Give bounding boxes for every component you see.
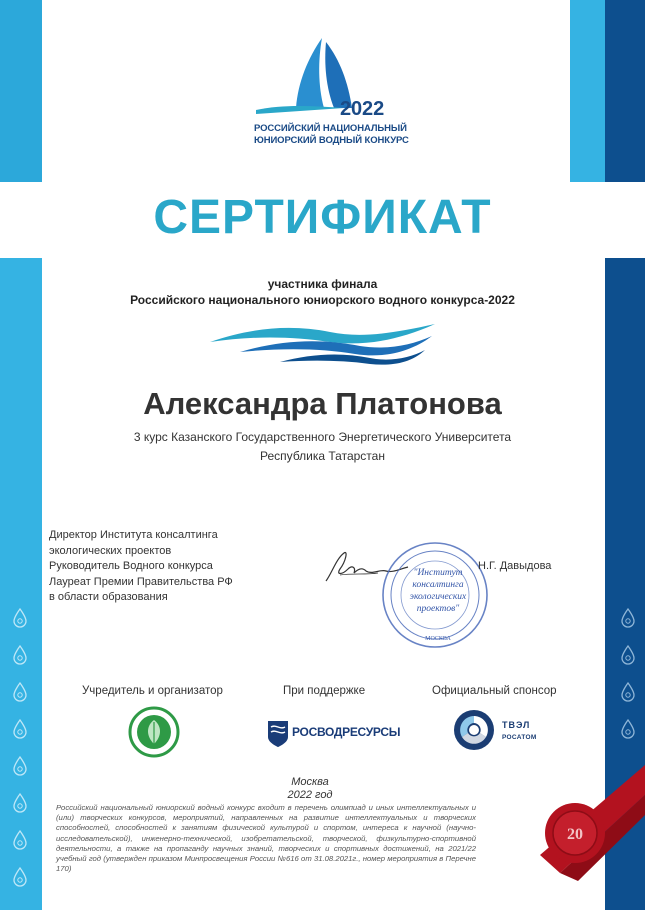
- stamp-city: МОСКВА: [425, 636, 451, 642]
- signatory-name: Н.Г. Давыдова: [478, 560, 552, 572]
- fine-print: Российский национальный юниорский водный конкурс входит в перечень олимпиад и иных интеллектуальных и (или) творческих конкурсов, мероприятий, направленных на развитие интеллектуальных и творческих способностей, способностей к занятиям физической культурой и спортом, интереса к научной (научно-исследовательской), инженерно-технической, изобретательской, творческой, физкультурно-спортивной деятельности, а также на пропаганду научных знаний, творческих и спортивных достижений, на 2021/22 учебный год (утвержден приказом Минпросвещения России №616 от 31.08.2021г., номер мероприятия в Перечне 170): [56, 803, 476, 874]
- support-label: При поддержке: [283, 685, 366, 697]
- stamp-line: экологических: [409, 592, 467, 602]
- stamp-line: консалтинга: [412, 580, 464, 590]
- subtitle-line-1: участника финала: [267, 277, 378, 291]
- water-drop-icon: [620, 719, 636, 739]
- rosvodresursy-name: РОСВОДРЕСУРСЫ: [292, 725, 401, 739]
- water-drop-icon: [12, 645, 28, 665]
- water-drop-icon: [12, 830, 28, 850]
- certificate-title: СЕРТИФИКАТ: [153, 191, 492, 244]
- stamp-line: "Институт: [413, 568, 463, 578]
- founder-label: Учредитель и организатор: [82, 685, 223, 697]
- logo-line-1: РОССИЙСКИЙ НАЦИОНАЛЬНЫЙ: [254, 123, 407, 134]
- rosatom-logo: [452, 708, 496, 752]
- water-drop-icon: [12, 756, 28, 776]
- water-drop-icon: [12, 867, 28, 887]
- logo-line-2: ЮНИОРСКИЙ ВОДНЫЙ КОНКУРС: [254, 135, 409, 146]
- signatory-line: экологических проектов: [49, 544, 172, 557]
- water-drop-icon: [12, 608, 28, 628]
- left-top-band: [0, 0, 42, 182]
- signatory-titles: [49, 528, 233, 606]
- water-drop-icon: [12, 719, 28, 739]
- footer-year: 2022 год: [287, 789, 333, 801]
- water-drop-icon: [620, 645, 636, 665]
- recipient-name: Александра Платонова: [143, 386, 502, 421]
- signatory-line: Директор Института консалтинга: [49, 529, 218, 541]
- seal-number: 20: [567, 826, 583, 843]
- signatory-line: Лауреат Премии Правительства РФ: [49, 575, 233, 588]
- footer-city: Москва: [291, 776, 329, 788]
- tvel-name: ТВЭЛ: [502, 720, 531, 730]
- waves-ornament: [210, 320, 435, 366]
- water-drop-icon: [620, 608, 636, 628]
- right-light-band: [570, 0, 605, 182]
- signatory-line: Руководитель Водного конкурса: [49, 560, 213, 572]
- subtitle-line-2: Российского национального юниорского водного конкурса-2022: [130, 293, 515, 307]
- organizer-logo: [128, 706, 180, 758]
- signatory-line: в области образования: [49, 591, 168, 603]
- water-drop-icon: [620, 682, 636, 702]
- recipient-university: 3 курс Казанского Государственного Энергетического Университета: [133, 430, 512, 444]
- water-drop-icon: [12, 682, 28, 702]
- stamp-line: проектов": [416, 604, 460, 614]
- recipient-region: Республика Татарстан: [260, 449, 385, 463]
- wax-seal: [530, 755, 645, 910]
- official-sponsor-label: Официальный спонсор: [432, 685, 557, 697]
- logo-year: 2022: [340, 98, 385, 120]
- rosatom-name: РОСАТОМ: [502, 734, 537, 741]
